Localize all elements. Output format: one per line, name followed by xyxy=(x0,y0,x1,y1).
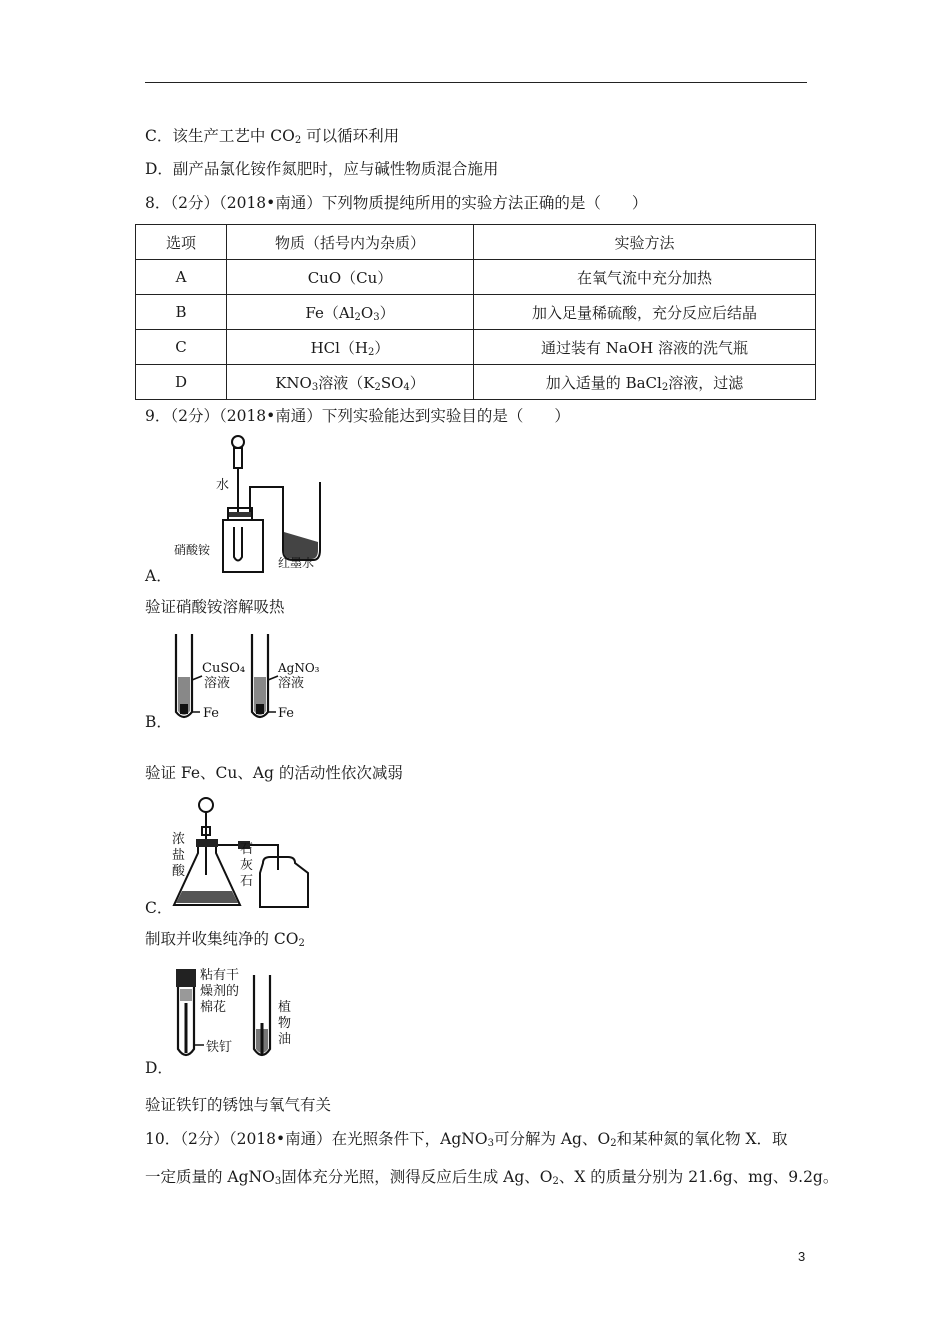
option-b-desc: 验证 Fe、Cu、Ag 的活动性依次减弱 xyxy=(145,764,403,782)
header-rule xyxy=(145,82,807,83)
method-cell: 加入足量稀硫酸，充分反应后结晶 xyxy=(474,295,816,330)
option-d-desc: 验证铁钉的锈蚀与氧气有关 xyxy=(145,1096,332,1114)
table-row xyxy=(136,260,816,295)
svg-text:铁钉: 铁钉 xyxy=(206,1040,233,1055)
option-c-prev: C．该生产工艺中 $CO_2$ 可以循环利用 xyxy=(145,127,400,146)
option-cell: A xyxy=(136,260,227,295)
figure-c-co2-setup xyxy=(168,795,318,915)
option-cell: B xyxy=(136,295,227,330)
q10-line-2: 一定质量的 AgNO$_3$固体充分光照，测得反应后生成 Ag、$O_2$、X 的质量分别为 21.6g、mg、9.2g。 xyxy=(145,1168,839,1187)
svg-text:Fe: Fe xyxy=(278,706,295,721)
option-cell: C xyxy=(136,330,227,365)
svg-text:酸: 酸 xyxy=(172,864,186,879)
svg-text:盐: 盐 xyxy=(172,848,186,863)
svg-text:溶液: 溶液 xyxy=(204,676,231,691)
figure-b-test-tubes xyxy=(168,632,338,724)
q10-line-1: 10．（2分）（2018•南通）在光照条件下，AgNO$_3$可分解为 Ag、$O_2$和某种氮的氧化物 X．取 xyxy=(145,1130,788,1149)
svg-text:浓: 浓 xyxy=(172,832,186,847)
svg-text:石: 石 xyxy=(240,842,254,857)
q9-stem: 9．（2分）（2018•南通）下列实验能达到实验目的是（ ） xyxy=(145,407,570,425)
option-cell: D xyxy=(136,365,227,400)
header-cell: 选项 xyxy=(136,225,227,260)
q8-table xyxy=(135,224,816,400)
method-cell: 在氧气流中充分加热 xyxy=(474,260,816,295)
option-c-desc: 制取并收集纯净的 $CO_2$ xyxy=(145,930,305,949)
fig-a-label-red-ink: 红墨水 xyxy=(278,556,315,570)
header-cell: 物质（括号内为杂质） xyxy=(227,225,474,260)
page-number: 3 xyxy=(798,1249,806,1264)
figure-d-iron-nail xyxy=(168,963,308,1068)
q8-stem: 8．（2分）（2018•南通）下列物质提纯所用的实验方法正确的是（ ） xyxy=(145,194,648,212)
substance-cell: $Fe(Al_2O_3)$ xyxy=(227,295,474,330)
fig-a-label-water: 水 xyxy=(216,478,230,493)
table-header-row xyxy=(136,225,816,260)
substance-cell: $KNO_3$溶液$(K_2SO_4)$ xyxy=(227,365,474,400)
svg-text:灰: 灰 xyxy=(240,858,254,873)
option-d-letter: D． xyxy=(145,1059,173,1077)
option-d-prev: D．副产品氯化铵作氮肥时，应与碱性物质混合施用 xyxy=(145,160,499,178)
svg-text:植: 植 xyxy=(278,1000,292,1015)
svg-text:油: 油 xyxy=(278,1032,292,1047)
svg-text:CuSO₄: CuSO₄ xyxy=(202,661,246,676)
option-b-letter: B． xyxy=(145,713,172,731)
substance-cell: $HCl(H_2)$ xyxy=(227,330,474,365)
option-c-letter: C． xyxy=(145,899,173,917)
method-cell: 加入适量的 BaCl$_2$溶液，过滤 xyxy=(474,365,816,400)
svg-text:燥剂的: 燥剂的 xyxy=(200,984,240,999)
substance-cell: CuO（Cu） xyxy=(227,260,474,295)
svg-text:棉花: 棉花 xyxy=(200,1000,227,1015)
svg-text:物: 物 xyxy=(278,1016,292,1031)
svg-text:溶液: 溶液 xyxy=(278,676,305,691)
figure-a-ammonium-nitrate xyxy=(168,432,348,577)
svg-text:石: 石 xyxy=(240,874,254,889)
table-row xyxy=(136,330,816,365)
svg-text:粘有干: 粘有干 xyxy=(200,968,240,983)
option-a-letter: A． xyxy=(145,567,172,585)
svg-text:AgNO₃: AgNO₃ xyxy=(278,661,320,675)
option-a-desc: 验证硝酸铵溶解吸热 xyxy=(145,598,285,616)
table-row xyxy=(136,295,816,330)
fig-a-label-nh4no3: 硝酸铵 xyxy=(174,543,211,557)
method-cell: 通过装有 NaOH 溶液的洗气瓶 xyxy=(474,330,816,365)
svg-text:Fe: Fe xyxy=(203,706,220,721)
table-row xyxy=(136,365,816,400)
header-cell: 实验方法 xyxy=(474,225,816,260)
